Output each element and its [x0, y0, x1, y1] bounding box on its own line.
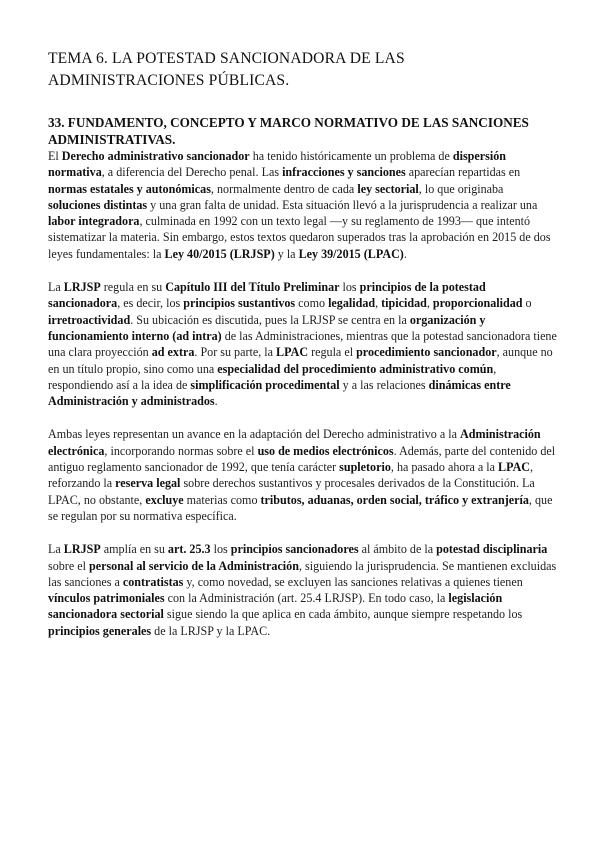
text-run: , reforzando la [48, 460, 534, 491]
text-run: como [295, 296, 329, 311]
paragraph-2 [48, 279, 558, 409]
text-run: , a diferencia del Derecho penal. Las [101, 165, 283, 180]
bold-term: soluciones distintas [48, 197, 148, 212]
bold-term: Ley 40/2015 (LRJSP) [164, 246, 275, 261]
bold-term: principios de la potestad sancionadora [48, 280, 486, 311]
section-heading: 33. FUNDAMENTO, CONCEPTO Y MARCO NORMATIVO DE LAS SANCIONES ADMINISTRATIVAS. [48, 115, 529, 147]
text-run: , aunque no en un título propio, sino como una [48, 345, 553, 376]
bold-term: dispersión normativa [48, 149, 506, 180]
text-run: o [522, 296, 532, 311]
text-run: y a las relaciones [339, 377, 429, 392]
text-run: sobre el [48, 558, 89, 573]
bold-term: legislación sancionadora sectorial [48, 591, 503, 622]
paragraph-4 [48, 541, 558, 639]
text-run: aparecían repartidas en [405, 165, 521, 180]
document-title: TEMA 6. LA POTESTAD SANCIONADORA DE LAS ADMINISTRACIONES PÚBLICAS. [48, 50, 405, 89]
text-run: de la LRJSP y la LPAC. [151, 623, 271, 638]
bold-term: especialidad del procedimiento administrativo común [217, 361, 494, 376]
text-run: sigue siendo la que aplica en cada ámbito, aunque siempre respetando los [163, 607, 523, 622]
bold-term: supletorio [339, 460, 391, 475]
text-run: . [403, 246, 407, 261]
text-run: , [426, 296, 433, 311]
bold-term: simplificación procedimental [190, 377, 340, 392]
text-run: . [214, 394, 218, 409]
bold-term: potestad disciplinaria [436, 542, 548, 557]
text-run: , que se regulan por su normativa específica. [48, 492, 553, 523]
bold-term: tipicidad [381, 296, 427, 311]
text-run: sobre derechos sustantivos y procesales derivados de la Constitución. La LPAC, no obstante, [48, 476, 535, 507]
text-run: regula en su [100, 280, 166, 295]
bold-term: uso de medios electrónicos [257, 443, 394, 458]
bold-term: labor integradora [48, 214, 140, 229]
text-run: , respondiendo así a la idea de [48, 361, 497, 392]
text-run: y, como novedad, se excluyen las sanciones relativas a quienes tienen [183, 574, 523, 589]
bold-term: Capítulo III del Título Preliminar [165, 280, 340, 295]
text-run: de las Administraciones, mientras que la potestad sancionadora tiene una clara proyección [48, 328, 557, 360]
bold-term: legalidad [328, 296, 376, 311]
bold-term: principios sustantivos [183, 296, 296, 311]
text-run: , incorporando normas sobre el [104, 443, 258, 458]
bold-term: ley sectorial [357, 181, 419, 196]
text-run: , culminada en 1992 con un texto legal —y su reglamento de 1993— que intentó sistematizar la materia. Sin embargo, estos textos quedaron superados tras la aprobación en 2015 de dos leyes fundamentales: la [48, 214, 551, 261]
bold-term: excluye [145, 492, 184, 507]
text-run: regula el [308, 345, 357, 360]
bold-term: principios generales [48, 623, 152, 638]
text-run: Ambas leyes representan un avance en la adaptación del Derecho administrativo a la [48, 427, 461, 442]
bold-term: dinámicas entre Administración y administrados [48, 377, 511, 409]
text-run: ha tenido históricamente un problema de [249, 149, 453, 163]
text-run: amplía en su [100, 542, 168, 557]
bold-term: infracciones y sanciones [282, 165, 406, 180]
text-run: . Su ubicación es discutida, pues la LRJSP se centra en la [130, 312, 410, 327]
bold-term: LPAC [498, 460, 531, 475]
bold-term: reserva legal [115, 476, 181, 491]
paragraph-1 [48, 148, 558, 262]
document-page [48, 48, 558, 639]
bold-term: Administración electrónica [48, 427, 541, 458]
text-run: La [48, 280, 64, 295]
bold-term: tributos, aduanas, orden social, tráfico y extranjería [260, 492, 529, 507]
text-run: al ámbito de la [358, 542, 437, 557]
bold-term: LPAC [276, 345, 309, 360]
bold-term: proporcionalidad [432, 296, 523, 311]
text-run: los [210, 542, 231, 557]
text-run: los [339, 280, 360, 295]
text-run: El [48, 149, 62, 163]
bold-term: art. 25.3 [167, 542, 211, 557]
bold-term: Derecho administrativo sancionador [61, 149, 250, 163]
text-run: , lo que originaba [418, 181, 504, 196]
paragraph-3 [48, 426, 558, 524]
text-run: con la Administración (art. 25.4 LRJSP). En todo caso, la [164, 591, 449, 606]
text-run: , siguiendo la jurisprudencia. Se mantienen excluidas las sanciones a [48, 558, 557, 589]
bold-term: irretroactividad [48, 312, 131, 327]
text-run: , [375, 296, 382, 311]
bold-term: contratistas [122, 574, 184, 589]
bold-term: organización y funcionamiento interno (ad intra) [48, 312, 486, 343]
bold-term: vínculos patrimoniales [48, 591, 165, 606]
bold-term: LRJSP [63, 280, 101, 295]
bold-term: procedimiento sancionador [356, 345, 497, 360]
text-run: y la [274, 246, 299, 261]
text-run: materias como [183, 492, 261, 507]
text-run: . Además, parte del contenido del antiguo reglamento sancionador de 1992, que tenía carácter [48, 443, 556, 475]
bold-term: normas estatales y autonómicas [48, 181, 211, 196]
bold-term: Ley 39/2015 (LPAC) [298, 246, 404, 261]
text-run: , es decir, los [117, 296, 184, 311]
text-run: , normalmente dentro de cada [210, 181, 358, 196]
bold-term: principios sancionadores [230, 542, 359, 557]
text-run: La [48, 542, 64, 557]
bold-term: LRJSP [63, 542, 101, 557]
text-run: y una gran falta de unidad. Esta situación llevó a la jurisprudencia a realizar una [147, 197, 538, 212]
bold-term: ad extra [151, 345, 195, 360]
text-run: , ha pasado ahora a la [390, 460, 499, 475]
bold-term: personal al servicio de la Administración [88, 558, 299, 573]
text-run: . Por su parte, la [194, 345, 277, 360]
